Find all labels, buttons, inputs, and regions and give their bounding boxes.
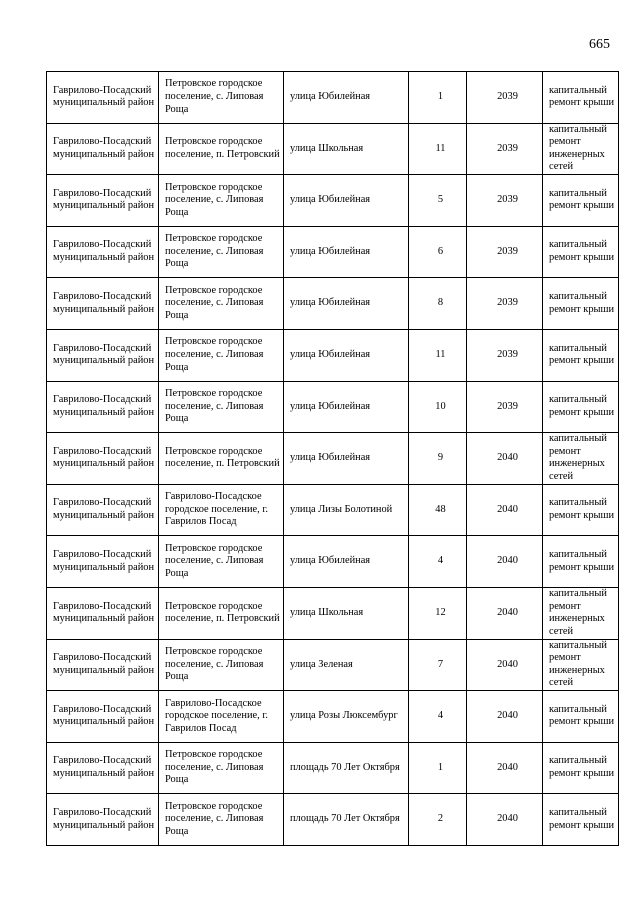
- work-type-cell: капитальный ремонт инженерных сетей: [543, 587, 619, 639]
- year-cell: 2040: [467, 536, 543, 588]
- table-row: [47, 742, 619, 794]
- work-type-cell: капитальный ремонт крыши: [543, 484, 619, 536]
- settlement-cell: Гаврилово-Посадское городское поселение, г. Гаврилов Посад: [159, 484, 284, 536]
- settlement-cell: Петровское городское поселение, с. Липовая Роща: [159, 226, 284, 278]
- settlement-cell: Петровское городское поселение, с. Липовая Роща: [159, 742, 284, 794]
- house-number-cell: 4: [409, 536, 467, 588]
- street-cell: улица Юбилейная: [284, 536, 409, 588]
- table-row: [47, 278, 619, 330]
- street-cell: площадь 70 Лет Октября: [284, 742, 409, 794]
- street-cell: улица Юбилейная: [284, 72, 409, 124]
- year-cell: 2039: [467, 278, 543, 330]
- street-cell: улица Юбилейная: [284, 381, 409, 433]
- district-cell: Гаврилово-Посадский муниципальный район: [47, 175, 159, 227]
- district-cell: Гаврилово-Посадский муниципальный район: [47, 794, 159, 846]
- district-cell: Гаврилово-Посадский муниципальный район: [47, 329, 159, 381]
- table-row: [47, 381, 619, 433]
- repair-schedule-table: [46, 71, 619, 846]
- year-cell: 2039: [467, 381, 543, 433]
- district-cell: Гаврилово-Посадский муниципальный район: [47, 123, 159, 175]
- table-row: [47, 226, 619, 278]
- work-type-cell: капитальный ремонт крыши: [543, 278, 619, 330]
- work-type-cell: капитальный ремонт инженерных сетей: [543, 433, 619, 485]
- table-row: [47, 639, 619, 691]
- table-row: [47, 329, 619, 381]
- work-type-cell: капитальный ремонт крыши: [543, 226, 619, 278]
- table-row: [47, 587, 619, 639]
- work-type-cell: капитальный ремонт крыши: [543, 329, 619, 381]
- district-cell: Гаврилово-Посадский муниципальный район: [47, 278, 159, 330]
- settlement-cell: Петровское городское поселение, с. Липовая Роща: [159, 536, 284, 588]
- street-cell: площадь 70 Лет Октября: [284, 794, 409, 846]
- work-type-cell: капитальный ремонт крыши: [543, 742, 619, 794]
- house-number-cell: 6: [409, 226, 467, 278]
- table-row: [47, 175, 619, 227]
- table-row: [47, 433, 619, 485]
- year-cell: 2040: [467, 742, 543, 794]
- house-number-cell: 2: [409, 794, 467, 846]
- street-cell: улица Розы Люксембург: [284, 691, 409, 743]
- year-cell: 2039: [467, 329, 543, 381]
- house-number-cell: 7: [409, 639, 467, 691]
- house-number-cell: 9: [409, 433, 467, 485]
- work-type-cell: капитальный ремонт крыши: [543, 72, 619, 124]
- district-cell: Гаврилово-Посадский муниципальный район: [47, 691, 159, 743]
- year-cell: 2040: [467, 794, 543, 846]
- settlement-cell: Петровское городское поселение, п. Петровский: [159, 433, 284, 485]
- house-number-cell: 5: [409, 175, 467, 227]
- table-row: [47, 484, 619, 536]
- settlement-cell: Петровское городское поселение, п. Петровский: [159, 123, 284, 175]
- settlement-cell: Петровское городское поселение, с. Липовая Роща: [159, 278, 284, 330]
- settlement-cell: Гаврилово-Посадское городское поселение, г. Гаврилов Посад: [159, 691, 284, 743]
- work-type-cell: капитальный ремонт инженерных сетей: [543, 639, 619, 691]
- district-cell: Гаврилово-Посадский муниципальный район: [47, 639, 159, 691]
- year-cell: 2039: [467, 226, 543, 278]
- street-cell: улица Школьная: [284, 587, 409, 639]
- year-cell: 2039: [467, 123, 543, 175]
- district-cell: Гаврилово-Посадский муниципальный район: [47, 72, 159, 124]
- street-cell: улица Юбилейная: [284, 329, 409, 381]
- work-type-cell: капитальный ремонт крыши: [543, 381, 619, 433]
- street-cell: улица Юбилейная: [284, 175, 409, 227]
- house-number-cell: 11: [409, 329, 467, 381]
- district-cell: Гаврилово-Посадский муниципальный район: [47, 536, 159, 588]
- year-cell: 2039: [467, 72, 543, 124]
- table-row: [47, 72, 619, 124]
- house-number-cell: 8: [409, 278, 467, 330]
- year-cell: 2040: [467, 691, 543, 743]
- house-number-cell: 11: [409, 123, 467, 175]
- house-number-cell: 48: [409, 484, 467, 536]
- district-cell: Гаврилово-Посадский муниципальный район: [47, 742, 159, 794]
- street-cell: улица Зеленая: [284, 639, 409, 691]
- work-type-cell: капитальный ремонт крыши: [543, 536, 619, 588]
- table-row: [47, 123, 619, 175]
- district-cell: Гаврилово-Посадский муниципальный район: [47, 381, 159, 433]
- house-number-cell: 10: [409, 381, 467, 433]
- settlement-cell: Петровское городское поселение, с. Липовая Роща: [159, 329, 284, 381]
- work-type-cell: капитальный ремонт крыши: [543, 691, 619, 743]
- year-cell: 2040: [467, 433, 543, 485]
- work-type-cell: капитальный ремонт инженерных сетей: [543, 123, 619, 175]
- year-cell: 2039: [467, 175, 543, 227]
- district-cell: Гаврилово-Посадский муниципальный район: [47, 484, 159, 536]
- house-number-cell: 1: [409, 742, 467, 794]
- house-number-cell: 4: [409, 691, 467, 743]
- table-row: [47, 794, 619, 846]
- table-row: [47, 536, 619, 588]
- street-cell: улица Юбилейная: [284, 226, 409, 278]
- year-cell: 2040: [467, 639, 543, 691]
- settlement-cell: Петровское городское поселение, с. Липовая Роща: [159, 639, 284, 691]
- year-cell: 2040: [467, 484, 543, 536]
- settlement-cell: Петровское городское поселение, п. Петровский: [159, 587, 284, 639]
- street-cell: улица Школьная: [284, 123, 409, 175]
- street-cell: улица Лизы Болотиной: [284, 484, 409, 536]
- work-type-cell: капитальный ремонт крыши: [543, 794, 619, 846]
- settlement-cell: Петровское городское поселение, с. Липовая Роща: [159, 175, 284, 227]
- district-cell: Гаврилово-Посадский муниципальный район: [47, 433, 159, 485]
- street-cell: улица Юбилейная: [284, 278, 409, 330]
- district-cell: Гаврилово-Посадский муниципальный район: [47, 587, 159, 639]
- settlement-cell: Петровское городское поселение, с. Липовая Роща: [159, 381, 284, 433]
- work-type-cell: капитальный ремонт крыши: [543, 175, 619, 227]
- year-cell: 2040: [467, 587, 543, 639]
- street-cell: улица Юбилейная: [284, 433, 409, 485]
- district-cell: Гаврилово-Посадский муниципальный район: [47, 226, 159, 278]
- settlement-cell: Петровское городское поселение, с. Липовая Роща: [159, 794, 284, 846]
- house-number-cell: 1: [409, 72, 467, 124]
- settlement-cell: Петровское городское поселение, с. Липовая Роща: [159, 72, 284, 124]
- table-row: [47, 691, 619, 743]
- house-number-cell: 12: [409, 587, 467, 639]
- page-number: 665: [589, 37, 610, 52]
